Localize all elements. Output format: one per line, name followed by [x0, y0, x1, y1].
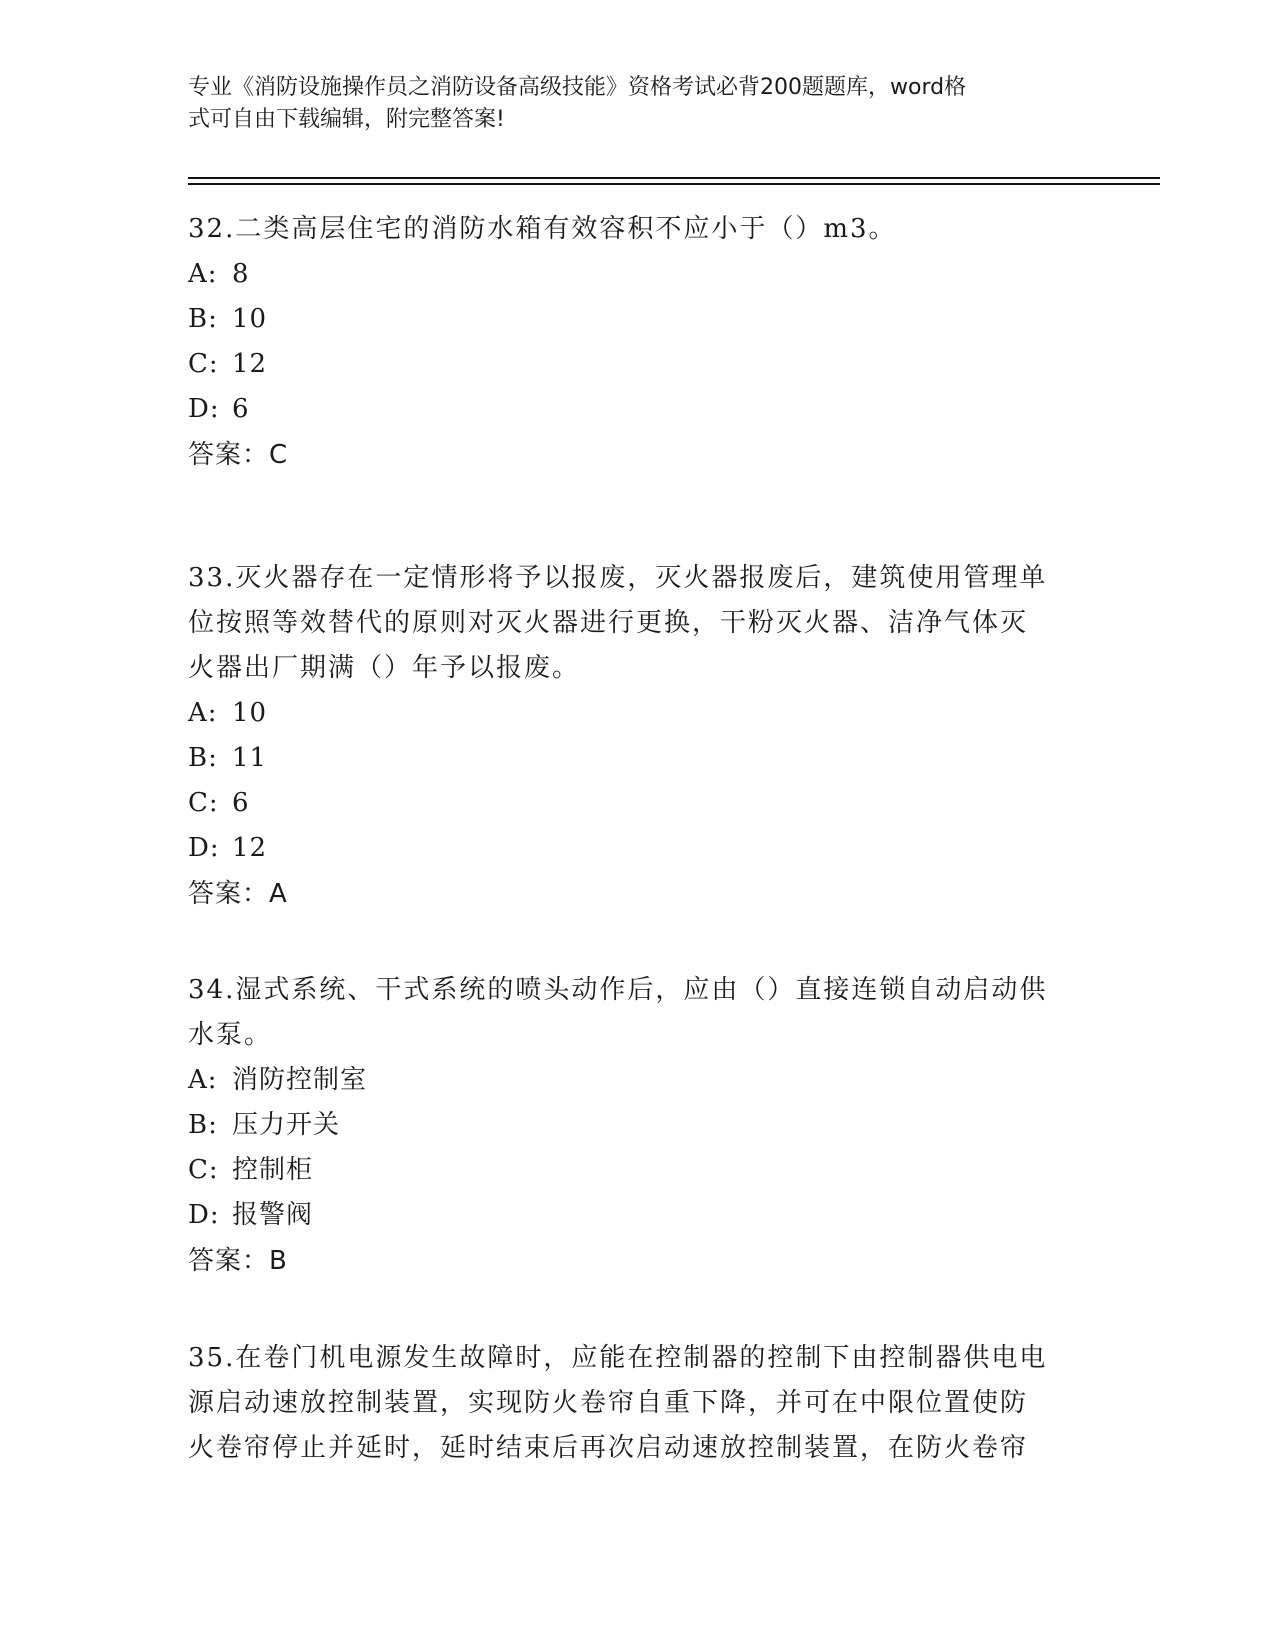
option-b	[188, 297, 1078, 342]
answer-line	[188, 871, 1078, 917]
option-c	[188, 342, 1078, 387]
option-a	[188, 1058, 1078, 1103]
question-text-line: 35.在卷门机电源发生故障时，应能在控制器的控制下由控制器供电电	[188, 1343, 1048, 1373]
option-d	[188, 1193, 1078, 1238]
option-letter: D:	[188, 394, 220, 424]
option-letter: B:	[188, 1110, 218, 1140]
option-a	[188, 252, 1078, 297]
answer-line	[188, 432, 1078, 478]
header-line-1: 专业《消防设施操作员之消防设备高级技能》资格考试必背200题题库，word格	[188, 75, 967, 100]
header-divider-bottom	[188, 183, 1160, 185]
option-letter: D:	[188, 1200, 220, 1230]
option-text: 11	[232, 743, 268, 773]
question-text-line: 水泵。	[188, 1020, 273, 1050]
option-letter: C:	[188, 1155, 219, 1185]
answer-value: C	[269, 440, 289, 470]
option-c	[188, 781, 1078, 826]
question-34	[188, 968, 1078, 1284]
option-letter: C:	[188, 788, 219, 818]
option-text: 消防控制室	[232, 1065, 368, 1095]
question-text-line: 34.湿式系统、干式系统的喷头动作后，应由（）直接连锁自动启动供	[188, 975, 1048, 1005]
option-letter: C:	[188, 349, 219, 379]
option-text: 报警阀	[232, 1200, 314, 1230]
option-text: 压力开关	[232, 1110, 341, 1140]
answer-value: B	[269, 1246, 288, 1276]
option-text: 8	[232, 259, 250, 289]
option-letter: A:	[188, 698, 218, 728]
option-text: 6	[232, 394, 250, 424]
option-letter: A:	[188, 1065, 218, 1095]
question-32	[188, 207, 1078, 478]
option-d	[188, 826, 1078, 871]
question-text-line: 32.二类高层住宅的消防水箱有效容积不应小于（）m3。	[188, 214, 897, 244]
option-c	[188, 1148, 1078, 1193]
question-text-line: 源启动速放控制装置，实现防火卷帘自重下降，并可在中限位置使防	[188, 1388, 1029, 1418]
question-33	[188, 556, 1078, 917]
option-text: 10	[232, 304, 268, 334]
question-text-line: 位按照等效替代的原则对灭火器进行更换，干粉灭火器、洁净气体灭	[188, 608, 1029, 638]
header-line-2: 式可自由下载编辑，附完整答案!	[188, 107, 505, 132]
answer-label: 答案：	[188, 879, 270, 909]
question-35	[188, 1336, 1078, 1471]
option-letter: B:	[188, 743, 218, 773]
option-letter: D:	[188, 833, 220, 863]
question-text-line: 33.灭火器存在一定情形将予以报废，灭火器报废后，建筑使用管理单	[188, 563, 1048, 593]
question-text-line: 火器出厂期满（）年予以报废。	[188, 653, 581, 683]
question-text-line: 火卷帘停止并延时，延时结束后再次启动速放控制装置，在防火卷帘	[188, 1433, 1029, 1463]
option-text: 12	[232, 833, 268, 863]
option-b	[188, 736, 1078, 781]
option-d	[188, 387, 1078, 432]
answer-label: 答案：	[188, 1246, 270, 1276]
option-b	[188, 1103, 1078, 1148]
header-divider-top	[188, 177, 1160, 179]
answer-label: 答案：	[188, 440, 270, 470]
document-header	[188, 72, 1068, 136]
answer-value: A	[269, 879, 288, 909]
option-text: 12	[232, 349, 268, 379]
option-text: 6	[232, 788, 250, 818]
option-text: 控制柜	[232, 1155, 314, 1185]
option-letter: B:	[188, 304, 218, 334]
option-text: 10	[232, 698, 268, 728]
answer-line	[188, 1238, 1078, 1284]
option-a	[188, 691, 1078, 736]
option-letter: A:	[188, 259, 218, 289]
